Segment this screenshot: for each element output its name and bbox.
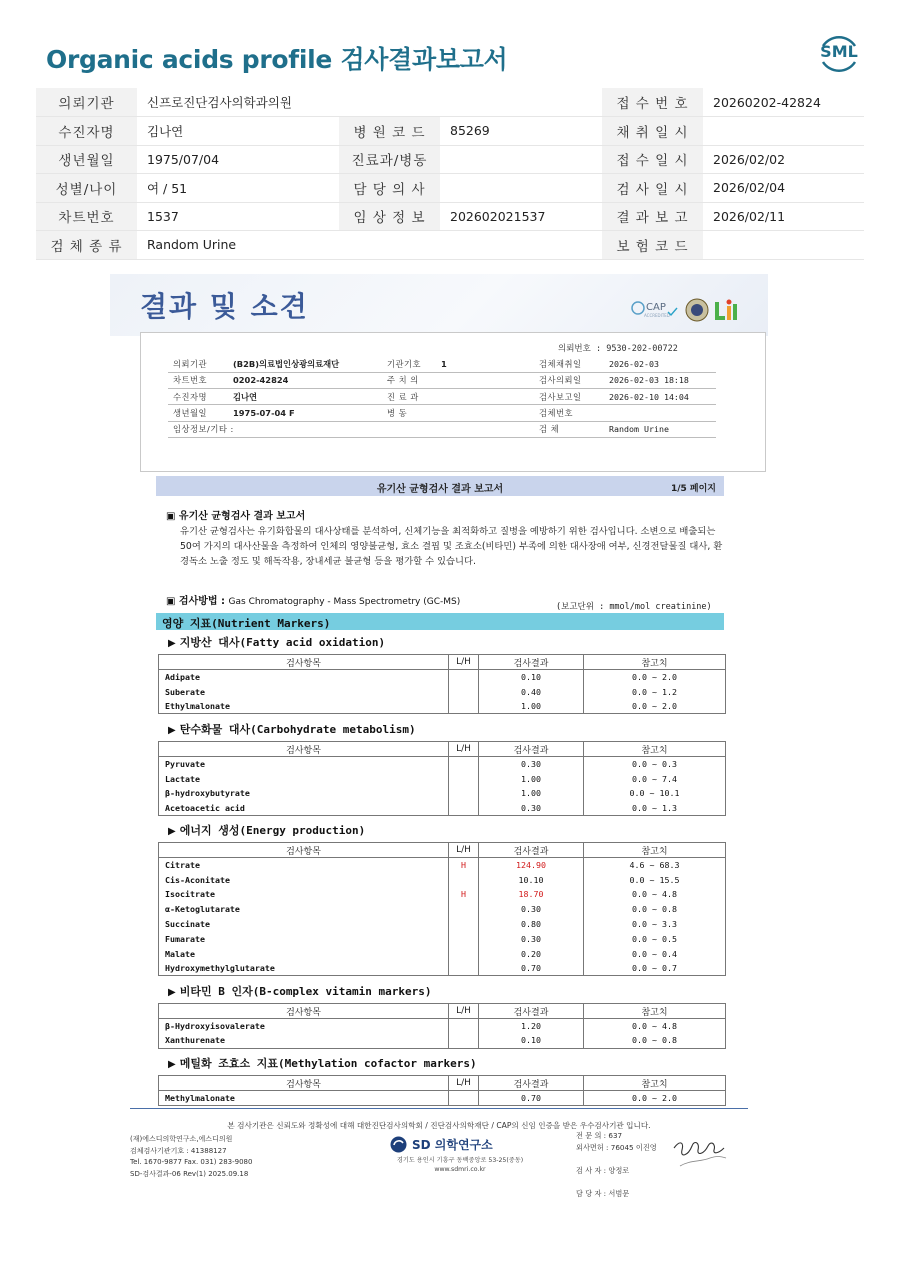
marker-table	[158, 1003, 726, 1049]
reference-range: 0.0 ~ 3.3	[584, 917, 726, 932]
lh-flag	[449, 684, 479, 699]
report-patient-value	[436, 372, 534, 388]
logo-text: SML	[820, 42, 858, 61]
marker-result: 1.00	[479, 699, 584, 714]
report-patient-label: 검체채취일	[534, 356, 604, 372]
info-label: 검 체 종 류	[36, 231, 137, 260]
marker-result: 0.70	[479, 1091, 584, 1106]
reference-range: 0.0 ~ 0.5	[584, 931, 726, 946]
marker-result: 124.90	[479, 858, 584, 873]
marker-result: 0.30	[479, 757, 584, 772]
marker-table-header	[159, 1076, 726, 1091]
info-label: 검 사 일 시	[602, 174, 703, 203]
lh-flag	[449, 670, 479, 685]
lh-flag	[449, 771, 479, 786]
info-row	[36, 174, 864, 203]
marker-name: Succinate	[159, 917, 449, 932]
marker-table-header	[159, 843, 726, 858]
marker-name: Fumarate	[159, 931, 449, 946]
report-patient-label: 병 동	[382, 405, 436, 421]
info-label: 병 원 코 드	[339, 117, 440, 146]
marker-row	[159, 1091, 726, 1106]
triangle-icon: ▶	[168, 987, 176, 998]
marker-table-header	[159, 655, 726, 670]
column-header: 검사결과	[479, 1076, 584, 1091]
lh-flag	[449, 961, 479, 976]
marker-row	[159, 801, 726, 816]
cap-logo-icon	[632, 302, 677, 318]
info-label: 접 수 일 시	[602, 145, 703, 174]
group-title	[168, 983, 432, 999]
embedded-report	[110, 274, 768, 1198]
sign-line: 검 사 자 : 양정로	[576, 1165, 630, 1175]
triangle-icon: ▶	[168, 638, 176, 649]
nutrient-markers-bar	[156, 613, 724, 630]
page-indicator: 1/5 페이지	[670, 484, 716, 494]
report-patient-label: 임상정보/기타 :	[168, 421, 228, 437]
info-label: 접 수 번 호	[602, 88, 703, 117]
group-title	[168, 634, 385, 650]
column-header: 검사항목	[159, 1076, 449, 1091]
marker-row	[159, 872, 726, 887]
group-title	[168, 721, 416, 737]
marker-name: Hydroxymethylglutarate	[159, 961, 449, 976]
report-patient-value: 2026-02-03 18:18	[604, 372, 716, 388]
marker-result: 1.20	[479, 1019, 584, 1034]
reference-range: 0.0 ~ 2.0	[584, 670, 726, 685]
triangle-icon: ▶	[168, 1059, 176, 1070]
report-patient-value: (B2B)의료법인상광의료재단	[228, 356, 382, 372]
column-header: L/H	[449, 655, 479, 670]
info-label: 결 과 보 고	[602, 202, 703, 231]
column-header: 참고치	[584, 843, 726, 858]
info-value: 신프로진단검사의학과의원	[137, 88, 602, 117]
group-title	[168, 822, 365, 838]
lh-flag	[449, 946, 479, 961]
report-banner	[156, 476, 724, 496]
marker-result: 0.80	[479, 917, 584, 932]
info-value	[440, 174, 602, 203]
method-label: ▣ 검사방법 :	[166, 596, 229, 607]
lh-flag: H	[449, 887, 479, 902]
report-patient-label: 진 료 과	[382, 389, 436, 405]
footer-divider	[130, 1108, 748, 1109]
sd-address-line: 경기도 용인시 기흥구 동백중앙로 53-25(중동)	[396, 1157, 524, 1164]
marker-name: Xanthurenate	[159, 1033, 449, 1048]
info-label: 수진자명	[36, 117, 137, 146]
lab-line: (재)에스디의학연구소,에스디의원	[130, 1135, 233, 1143]
marker-row	[159, 858, 726, 873]
lh-flag	[449, 902, 479, 917]
marker-row	[159, 1019, 726, 1034]
lh-flag	[449, 699, 479, 714]
marker-name: Methylmalonate	[159, 1091, 449, 1106]
reference-range: 0.0 ~ 1.3	[584, 801, 726, 816]
column-header: 검사항목	[159, 742, 449, 757]
column-header: 검사결과	[479, 1004, 584, 1019]
column-header: L/H	[449, 742, 479, 757]
lh-flag	[449, 757, 479, 772]
seal-logo-icon	[686, 299, 708, 321]
sd-address	[370, 1156, 550, 1174]
lab-line: SD-검사결과-06 Rev(1) 2025.09.18	[130, 1169, 249, 1178]
column-header: 검사항목	[159, 655, 449, 670]
reference-range: 0.0 ~ 4.8	[584, 1019, 726, 1034]
reference-range: 0.0 ~ 0.4	[584, 946, 726, 961]
report-patient-row	[168, 372, 716, 388]
marker-name: Citrate	[159, 858, 449, 873]
info-value	[440, 145, 602, 174]
sd-logo-icon	[390, 1136, 407, 1153]
signatories	[576, 1130, 657, 1199]
info-value	[703, 117, 864, 146]
column-header: L/H	[449, 1004, 479, 1019]
marker-result: 10.10	[479, 872, 584, 887]
group-title-text: 메틸화 조효소 지표(Methylation cofactor markers)	[179, 1057, 477, 1070]
lh-flag	[449, 1019, 479, 1034]
report-patient-row	[168, 389, 716, 405]
marker-table-header	[159, 1004, 726, 1019]
reference-range: 0.0 ~ 0.3	[584, 757, 726, 772]
method-value: Gas Chromatography - Mass Spectrometry (GC-MS)	[228, 597, 461, 607]
info-label: 성별/나이	[36, 174, 137, 203]
marker-result: 1.00	[479, 786, 584, 801]
marker-row	[159, 757, 726, 772]
reference-range: 0.0 ~ 10.1	[584, 786, 726, 801]
li-logo-icon	[715, 300, 737, 321]
column-header: 검사결과	[479, 843, 584, 858]
lh-flag	[449, 872, 479, 887]
reference-range: 0.0 ~ 15.5	[584, 872, 726, 887]
column-header: 참고치	[584, 1004, 726, 1019]
sign-line: 담 당 자 : 서범문	[576, 1188, 630, 1198]
marker-result: 0.10	[479, 670, 584, 685]
marker-table	[158, 1075, 726, 1106]
banner-title: 유기산 균형검사 결과 보고서	[376, 484, 504, 495]
marker-row	[159, 786, 726, 801]
marker-row	[159, 1033, 726, 1048]
info-value: 1537	[137, 202, 339, 231]
report-patient-value: 2026-02-10 14:04	[604, 389, 716, 405]
info-row	[36, 117, 864, 146]
marker-result: 0.30	[479, 902, 584, 917]
marker-name: Suberate	[159, 684, 449, 699]
reference-range: 0.0 ~ 0.8	[584, 1033, 726, 1048]
section-method	[166, 592, 460, 607]
column-header: 검사항목	[159, 1004, 449, 1019]
info-label: 보 험 코 드	[602, 231, 703, 260]
group-title-text: 에너지 생성(Energy production)	[179, 824, 366, 837]
report-patient-value: 1	[436, 356, 534, 372]
marker-name: Malate	[159, 946, 449, 961]
reference-range: 0.0 ~ 0.8	[584, 902, 726, 917]
marker-table	[158, 741, 726, 816]
reference-range: 0.0 ~ 2.0	[584, 699, 726, 714]
reference-range: 0.0 ~ 4.8	[584, 887, 726, 902]
column-header: 검사결과	[479, 742, 584, 757]
report-patient-value: 2026-02-03	[604, 356, 716, 372]
lh-flag	[449, 1091, 479, 1106]
marker-name: Pyruvate	[159, 757, 449, 772]
lh-flag	[449, 917, 479, 932]
info-value: 20260202-42824	[703, 88, 864, 117]
info-label: 채 취 일 시	[602, 117, 703, 146]
info-label: 생년월일	[36, 145, 137, 174]
info-value: 2026/02/04	[703, 174, 864, 203]
report-patient-label: 수진자명	[168, 389, 228, 405]
info-value: 2026/02/11	[703, 202, 864, 231]
report-patient-value	[228, 421, 382, 437]
svg-text:ACCREDITED: ACCREDITED	[644, 313, 670, 318]
lh-flag	[449, 931, 479, 946]
marker-name: Adipate	[159, 670, 449, 685]
marker-result: 0.20	[479, 946, 584, 961]
marker-row	[159, 699, 726, 714]
report-patient-value	[604, 405, 716, 421]
info-label: 차트번호	[36, 202, 137, 231]
marker-row	[159, 684, 726, 699]
svg-text:CAP: CAP	[646, 302, 666, 313]
report-patient-label: 기관기호	[382, 356, 436, 372]
marker-name: Ethylmalonate	[159, 699, 449, 714]
lh-flag	[449, 786, 479, 801]
marker-name: Acetoacetic acid	[159, 801, 449, 816]
report-patient-value: 1975-07-04 F	[228, 405, 382, 421]
marker-name: Lactate	[159, 771, 449, 786]
sml-logo	[817, 32, 861, 76]
marker-result: 18.70	[479, 887, 584, 902]
info-value: 여 / 51	[137, 174, 339, 203]
group-title-text: 지방산 대사(Fatty acid oxidation)	[179, 636, 386, 649]
reference-range: 4.6 ~ 68.3	[584, 858, 726, 873]
reference-range: 0.0 ~ 1.2	[584, 684, 726, 699]
sign-line	[576, 1153, 657, 1165]
marker-name: Isocitrate	[159, 887, 449, 902]
report-patient-label: 차트번호	[168, 372, 228, 388]
overview-text: 유기산 균형검사는 유기화합물의 대사상태를 분석하여, 신체기능을 최적화하고 질병을 예방하기 위한 검사입니다. 소변으로 배출되는 50여 가지의 대사산물을 측정하여 인체의 영양불균형, 효소 결핍 및 조효소(비타민) 부족에 의한 대사장애 여부, 신경전달물질 대사, 환경독소 노출 정도 및 해독작용, 장내세균 불균형 등을 평가할 수 있습니다.	[180, 526, 723, 568]
info-label: 진료과/병동	[339, 145, 440, 174]
marker-result: 0.40	[479, 684, 584, 699]
column-header: 참고치	[584, 655, 726, 670]
marker-name: α-Ketoglutarate	[159, 902, 449, 917]
info-value: 85269	[440, 117, 602, 146]
reference-range: 0.0 ~ 0.7	[584, 961, 726, 976]
triangle-icon: ▶	[168, 826, 176, 837]
nutrient-markers-title: 영양 지표(Nutrient Markers)	[162, 617, 331, 630]
section-title-overview: ▣ 유기산 균형검사 결과 보고서	[166, 511, 306, 522]
report-patient-label	[382, 421, 436, 437]
group-title-text: 비타민 B 인자(B-complex vitamin markers)	[179, 985, 432, 998]
marker-row	[159, 670, 726, 685]
marker-row	[159, 917, 726, 932]
column-header: L/H	[449, 1076, 479, 1091]
lh-flag	[449, 1033, 479, 1048]
report-patient-label: 검사의뢰일	[534, 372, 604, 388]
report-patient-label: 생년월일	[168, 405, 228, 421]
patient-info-table	[36, 88, 864, 260]
info-value: 1975/07/04	[137, 145, 339, 174]
reference-range: 0.0 ~ 2.0	[584, 1091, 726, 1106]
column-header: 참고치	[584, 1076, 726, 1091]
marker-result: 1.00	[479, 771, 584, 786]
marker-result: 0.10	[479, 1033, 584, 1048]
info-label: 임 상 정 보	[339, 202, 440, 231]
marker-result: 0.30	[479, 801, 584, 816]
unit-note: (보고단위 : mmol/mol creatinine)	[556, 602, 712, 612]
report-patient-label: 검 체	[534, 421, 604, 437]
marker-name: β-hydroxybutyrate	[159, 786, 449, 801]
marker-row	[159, 902, 726, 917]
info-row	[36, 145, 864, 174]
info-label: 담 당 의 사	[339, 174, 440, 203]
marker-table	[158, 654, 726, 714]
request-number: 의뢰번호 : 9530-202-00722	[558, 344, 678, 354]
marker-row	[159, 946, 726, 961]
report-patient-value: 0202-42824	[228, 372, 382, 388]
report-patient-row	[168, 421, 716, 437]
info-value: Random Urine	[137, 231, 602, 260]
report-patient-table	[168, 356, 716, 438]
report-patient-value	[436, 405, 534, 421]
report-patient-value: Random Urine	[604, 421, 716, 437]
triangle-icon: ▶	[168, 725, 176, 736]
sd-name: SD 의학연구소	[412, 1138, 493, 1152]
info-label: 의뢰기관	[36, 88, 137, 117]
group-title-text: 탄수화물 대사(Carbohydrate metabolism)	[179, 723, 416, 736]
info-value	[703, 231, 864, 260]
report-patient-label: 의뢰기관	[168, 356, 228, 372]
sign-line: 외사면허 : 76045 이진영	[576, 1142, 657, 1152]
group-title	[168, 1055, 477, 1071]
sd-website: www.sdmri.co.kr	[434, 1166, 486, 1173]
report-patient-label: 주 치 의	[382, 372, 436, 388]
info-row	[36, 202, 864, 231]
certification-note: 본 검사기관은 신뢰도와 정확성에 대해 대한진단검사의학회 / 진단검사의학재단 / CAP의 신임 인증을 받은 우수검사기관 입니다.	[227, 1121, 651, 1130]
lab-line: 검체검사기관기호 : 41388127	[130, 1146, 227, 1155]
document-title: Organic acids profile 검사결과보고서	[46, 45, 508, 74]
lh-flag: H	[449, 858, 479, 873]
report-patient-value	[436, 389, 534, 405]
marker-table-header	[159, 742, 726, 757]
info-value: 202602021537	[440, 202, 602, 231]
marker-row	[159, 771, 726, 786]
report-patient-label: 검체번호	[534, 405, 604, 421]
sign-line	[576, 1176, 657, 1188]
column-header: L/H	[449, 843, 479, 858]
handwritten-signature	[670, 1126, 730, 1176]
report-patient-row	[168, 356, 716, 372]
info-value: 김나연	[137, 117, 339, 146]
marker-table	[158, 842, 726, 976]
report-patient-label: 검사보고일	[534, 389, 604, 405]
marker-name: β-Hydroxyisovalerate	[159, 1019, 449, 1034]
marker-name: Cis-Aconitate	[159, 872, 449, 887]
marker-row	[159, 887, 726, 902]
column-header: 참고치	[584, 742, 726, 757]
info-row	[36, 231, 864, 260]
info-value: 2026/02/02	[703, 145, 864, 174]
report-patient-value	[436, 421, 534, 437]
lab-info	[130, 1134, 252, 1180]
report-hero-title: 결과 및 소견	[140, 290, 309, 323]
column-header: 검사항목	[159, 843, 449, 858]
report-patient-row	[168, 405, 716, 421]
marker-row	[159, 931, 726, 946]
lh-flag	[449, 801, 479, 816]
marker-row	[159, 961, 726, 976]
accreditation-logos	[630, 296, 750, 324]
sign-line: 전 문 의 : 637	[576, 1131, 623, 1140]
info-row	[36, 88, 864, 117]
marker-result: 0.70	[479, 961, 584, 976]
column-header: 검사결과	[479, 655, 584, 670]
marker-result: 0.30	[479, 931, 584, 946]
lab-line: Tel. 1670-9877 Fax. 031) 283-9080	[130, 1158, 253, 1166]
report-patient-value: 김나연	[228, 389, 382, 405]
reference-range: 0.0 ~ 7.4	[584, 771, 726, 786]
